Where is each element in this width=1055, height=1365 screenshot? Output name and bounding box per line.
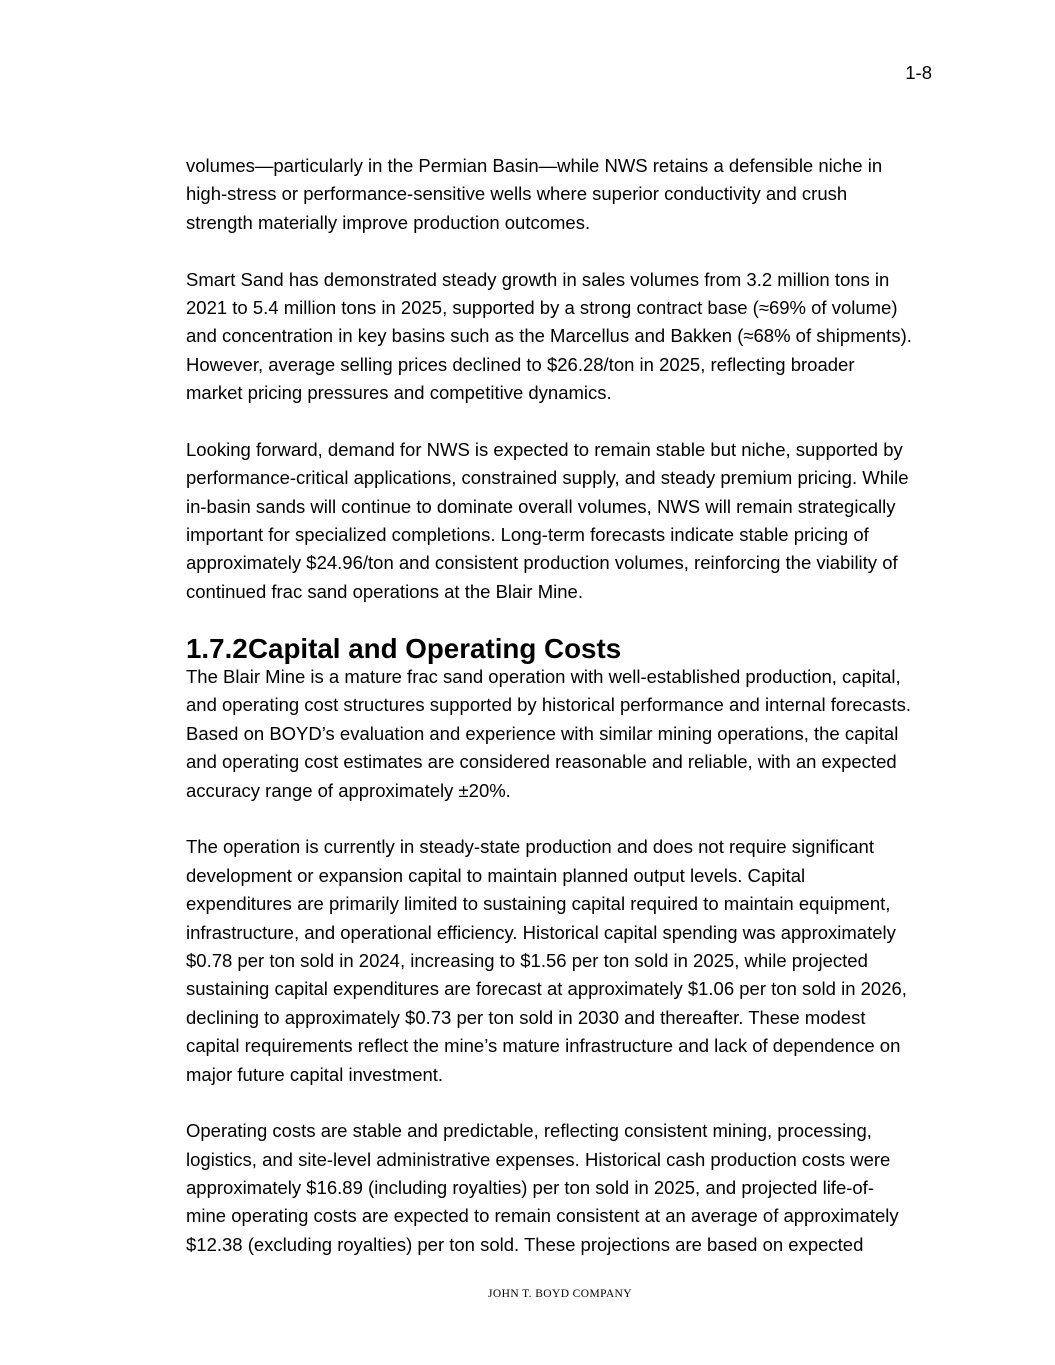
text-line: logistics, and site-level administrative expenses. Historical cash production costs were (186, 1148, 891, 1170)
text-line: important for specialized completions. Long-term forecasts indicate stable pricing of (186, 524, 869, 546)
section-heading (186, 632, 936, 664)
text-line: Operating costs are stable and predictable, reflecting consistent mining, processing, (186, 1120, 872, 1142)
paragraph-nws-niche (186, 152, 936, 237)
section-title: Capital and Operating Costs (248, 632, 622, 664)
text-line: $12.38 (excluding royalties) per ton sold. These projections are based on expected (186, 1233, 864, 1255)
document-body (186, 152, 936, 1288)
paragraph-sales-volumes (186, 266, 936, 408)
text-line: high-stress or performance-sensitive wells where superior conductivity and crush (186, 183, 848, 205)
text-line: performance-critical applications, constrained supply, and steady premium pricing. While (186, 467, 909, 489)
section-number: 1.7.2 (186, 632, 248, 664)
text-line: capital requirements reflect the mine’s mature infrastructure and lack of dependence on (186, 1035, 901, 1057)
text-line: Looking forward, demand for NWS is expected to remain stable but niche, supported by (186, 438, 903, 460)
text-line: approximately $16.89 (including royalties) per ton sold in 2025, and projected life-of- (186, 1177, 874, 1199)
text-line: accuracy range of approximately ±20%. (186, 779, 511, 801)
text-line: declining to approximately $0.73 per ton sold in 2030 and thereafter. These modest (186, 1006, 866, 1028)
text-line: approximately $24.96/ton and consistent production volumes, reinforcing the viability of (186, 552, 898, 574)
paragraph-outlook (186, 436, 936, 606)
text-line: and operating cost structures supported by historical performance and internal forecasts. (186, 694, 911, 716)
text-line: development or expansion capital to maintain planned output levels. Capital (186, 864, 806, 886)
text-line: However, average selling prices declined to $26.28/ton in 2025, reflecting broader (186, 353, 855, 375)
text-line: The operation is currently in steady-state production and does not require significant (186, 836, 874, 858)
paragraph-capital-expenditures (186, 833, 936, 1089)
page-number: 1-8 (905, 62, 932, 83)
text-line: The Blair Mine is a mature frac sand operation with well-established production, capital, (186, 666, 901, 688)
text-line: and concentration in key basins such as the Marcellus and Bakken (≈68% of shipments). (186, 325, 912, 347)
text-line: major future capital investment. (186, 1063, 444, 1085)
text-line: in-basin sands will continue to dominate overall volumes, NWS will remain strategically (186, 495, 896, 517)
text-line: sustaining capital expenditures are forecast at approximately $1.06 per ton sold in 2026, (186, 978, 907, 1000)
text-line: $0.78 per ton sold in 2024, increasing to $1.56 per ton sold in 2025, while projected (186, 949, 868, 971)
text-line: market pricing pressures and competitive dynamics. (186, 382, 612, 404)
text-line: and operating cost estimates are considered reasonable and reliable, with an expected (186, 751, 897, 773)
paragraph-operating-costs (186, 1117, 936, 1259)
text-line: 2021 to 5.4 million tons in 2025, supported by a strong contract base (≈69% of volume) (186, 296, 898, 318)
text-line: volumes—particularly in the Permian Basin—while NWS retains a defensible niche in (186, 155, 883, 176)
text-line: Based on BOYD’s evaluation and experience with similar mining operations, the capital (186, 722, 899, 744)
text-line: infrastructure, and operational efficiency. Historical capital spending was approximately (186, 921, 896, 943)
text-line: Smart Sand has demonstrated steady growth in sales volumes from 3.2 million tons in (186, 268, 890, 290)
paragraph-cost-overview (186, 663, 936, 805)
text-line: expenditures are primarily limited to sustaining capital required to maintain equipment, (186, 893, 891, 915)
text-line: mine operating costs are expected to remain consistent at an average of approximately (186, 1205, 899, 1227)
text-line: continued frac sand operations at the Blair Mine. (186, 580, 583, 602)
text-line: strength materially improve production outcomes. (186, 211, 591, 233)
footer-company-name: JOHN T. BOYD COMPANY (488, 1288, 632, 1300)
